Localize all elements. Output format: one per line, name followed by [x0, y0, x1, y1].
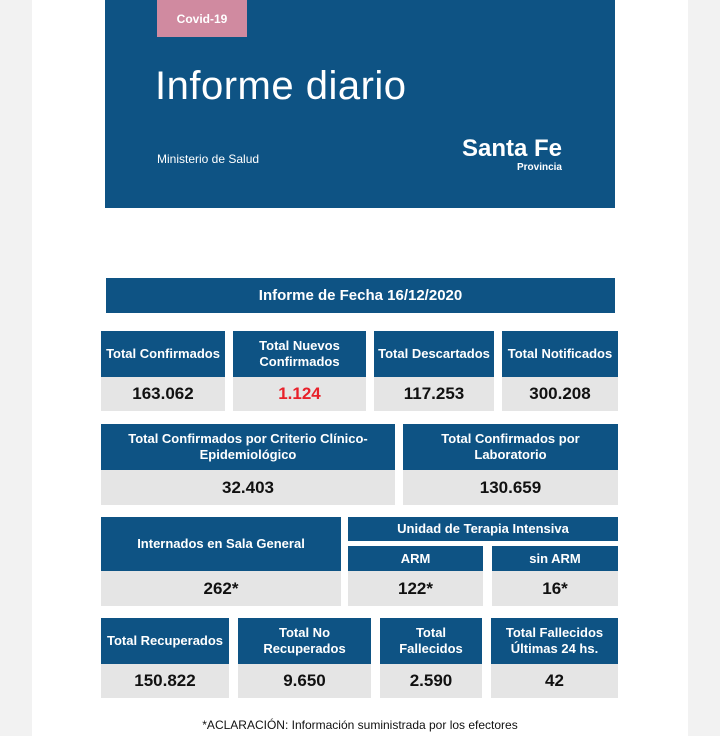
brand-name: Santa Fe: [461, 135, 562, 162]
uti-header: Unidad de Terapia Intensiva: [348, 517, 618, 541]
confirmados-laboratorio-label: Total Confirmados por Laboratorio: [403, 424, 618, 470]
confirmados-laboratorio-value: 130.659: [403, 470, 618, 505]
fallecidos-24hs-label: Total Fallecidos Últimas 24 hs.: [491, 618, 618, 664]
internados-sala-general-label: Internados en Sala General: [101, 517, 341, 571]
report-date-bar: Informe de Fecha 16/12/2020: [106, 278, 615, 313]
total-recuperados-label: Total Recuperados: [101, 618, 229, 664]
fallecidos-24hs-value: 42: [491, 664, 618, 698]
total-confirmados-value: 163.062: [101, 377, 225, 411]
sin-arm-label: sin ARM: [492, 546, 618, 571]
total-no-recuperados-value: 9.650: [238, 664, 371, 698]
total-descartados-label: Total Descartados: [374, 331, 494, 377]
arm-label: ARM: [348, 546, 483, 571]
total-fallecidos-label: Total Fallecidos: [380, 618, 482, 664]
covid-tag: Covid-19: [157, 0, 247, 37]
sin-arm-value: 16*: [492, 571, 618, 606]
total-no-recuperados-label: Total No Recuperados: [238, 618, 371, 664]
total-notificados-value: 300.208: [502, 377, 618, 411]
total-descartados-value: 117.253: [374, 377, 494, 411]
confirmados-clinico-label: Total Confirmados por Criterio Clínico-Epidemiológico: [101, 424, 395, 470]
total-nuevos-confirmados-label: Total Nuevos Confirmados: [233, 331, 366, 377]
confirmados-clinico-value: 32.403: [101, 470, 395, 505]
arm-value: 122*: [348, 571, 483, 606]
total-notificados-label: Total Notificados: [502, 331, 618, 377]
internados-sala-general-value: 262*: [101, 571, 341, 606]
total-fallecidos-value: 2.590: [380, 664, 482, 698]
total-nuevos-confirmados-value: 1.124: [233, 377, 366, 411]
aclaracion-note: *ACLARACIÓN: Información suministrada por los efectores: [202, 718, 518, 732]
santa-fe-logo: [457, 136, 562, 173]
brand-sub: Provincia: [516, 162, 562, 173]
total-confirmados-label: Total Confirmados: [101, 331, 225, 377]
page-title: Informe diario: [155, 64, 407, 108]
ministry-label: Ministerio de Salud: [157, 152, 260, 166]
total-recuperados-value: 150.822: [101, 664, 229, 698]
